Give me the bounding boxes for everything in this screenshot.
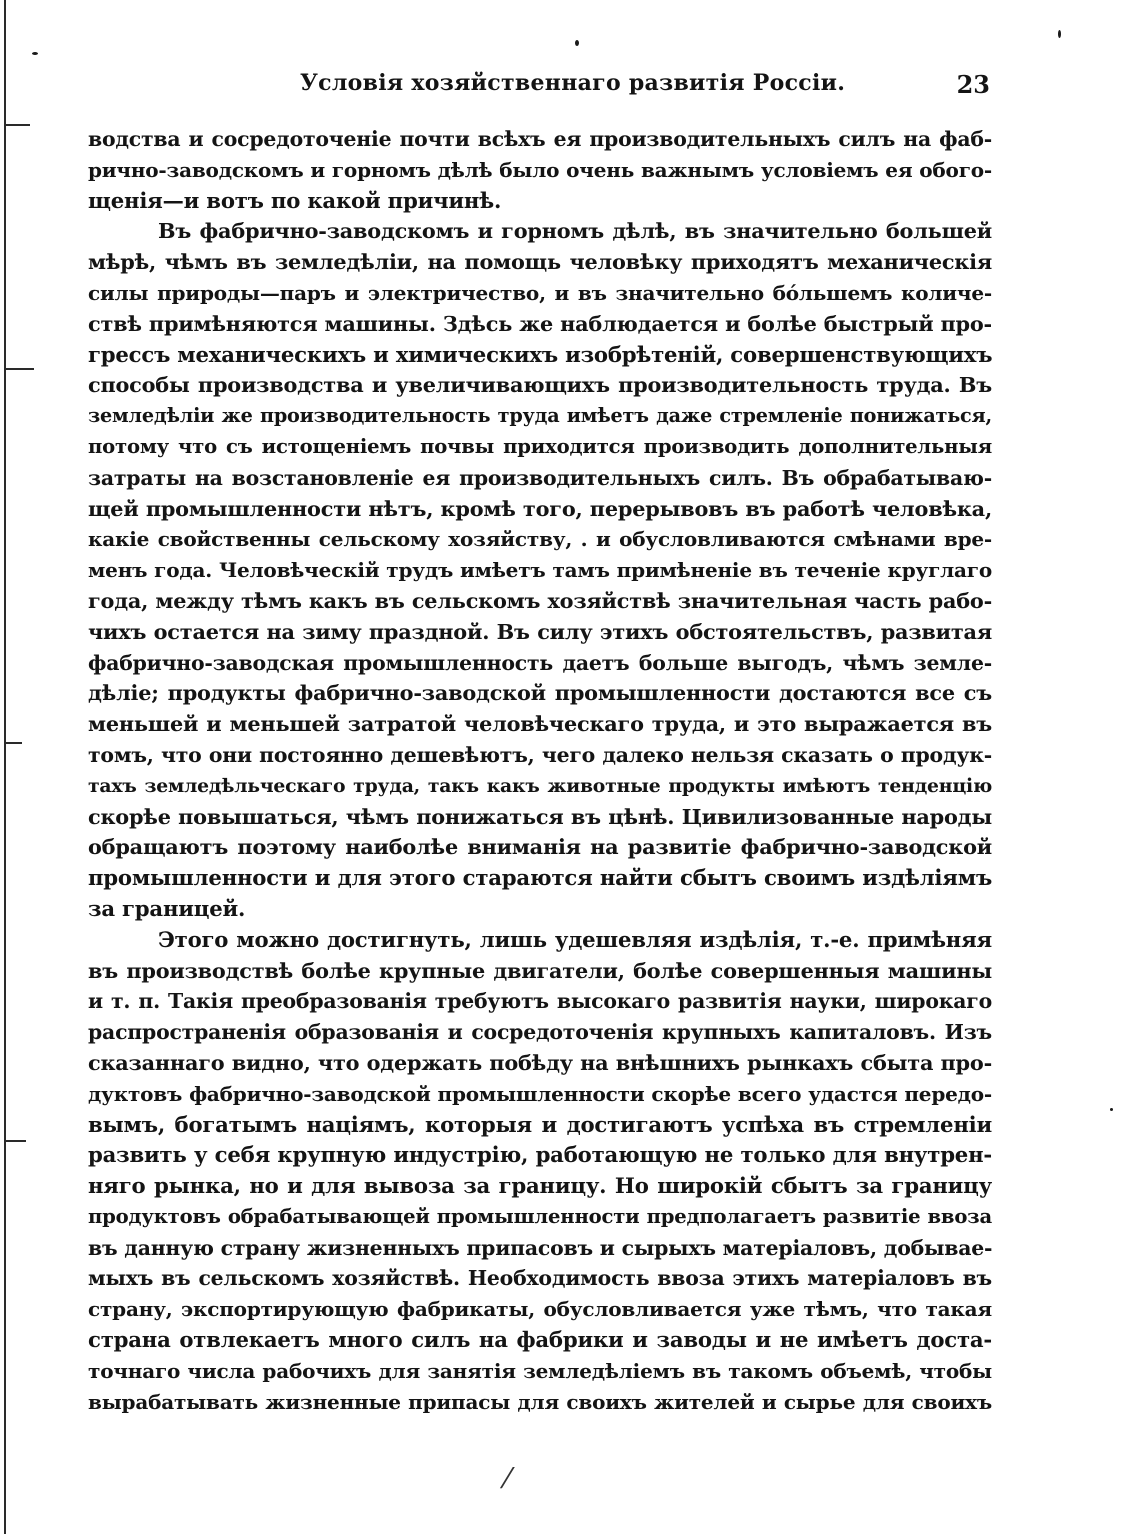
text-line: обращаютъ поэтому наиболѣе вниманія на развитіе фабрично-заводской (88, 834, 992, 860)
text-line: силы природы—паръ и электричество, и въ значительно бóльшемъ количе- (88, 280, 992, 305)
text-line: продуктовъ обрабатывающей промышленности предполагаетъ развитіе ввоза (88, 1204, 992, 1228)
text-line: мѣрѣ, чѣмъ въ земледѣліи, на помощь человѣку приходятъ механическія (88, 249, 992, 275)
text-line: точнаго числа рабочихъ для занятія земледѣліемъ въ такомъ объемѣ, чтобы (88, 1358, 992, 1383)
text-line: щей промышленности нѣтъ, кромѣ того, перерывовъ въ работѣ человѣка, (88, 495, 992, 521)
text-line: за границей. (88, 895, 246, 921)
text-line: грессъ механическихъ и химическихъ изобрѣтеній, совершенствующихъ (88, 341, 992, 367)
scan-edge-tick (4, 742, 22, 744)
text-line: страна отвлекаетъ много силъ на фабрики и заводы и не имѣетъ доста- (88, 1327, 992, 1353)
text-line: вырабатывать жизненные припасы для своихъ жителей и сырье для своихъ (88, 1389, 992, 1414)
text-line: распространенія образованія и сосредоточенія крупныхъ капиталовъ. Изъ (88, 1020, 992, 1045)
text-line: развить у себя крупную индустрію, работающую не только для внутрен- (88, 1142, 992, 1168)
text-line: рично-заводскомъ и горномъ дѣлѣ было очень важнымъ условіемъ ея обого- (88, 157, 992, 182)
text-line: скорѣе повышаться, чѣмъ понижаться въ цѣнѣ. Цивилизованные народы (88, 803, 992, 829)
page-title: Условія хозяйственнаго развитія Россіи. (300, 70, 846, 96)
text-line: земледѣліи же производительность труда имѣетъ даже стремленіе понижаться, (88, 404, 992, 428)
text-line: фабрично-заводская промышленность даетъ больше выгодъ, чѣмъ земле- (88, 650, 992, 675)
scan-speck (32, 52, 38, 55)
text-line: няго рынка, но и для вывоза за границу. Но широкій сбытъ за границу (88, 1173, 992, 1199)
text-line: тахъ земледѣльческаго труда, такъ какъ животные продукты имѣютъ тенденцію (88, 774, 992, 797)
scan-edge-tick (4, 368, 34, 370)
page-number: 23 (956, 70, 990, 99)
scan-smudge-mark: ⁄ (505, 1462, 510, 1495)
text-line: страну, экспортирующую фабрикаты, обусловливается уже тѣмъ, что такая (88, 1297, 992, 1322)
text-line: и т. п. Такія преобразованія требуютъ высокаго развитія науки, широкаго (88, 989, 992, 1014)
scan-edge-line (4, 0, 6, 1534)
text-line: Въ фабрично-заводскомъ и горномъ дѣлѣ, въ значительно большей (158, 218, 992, 244)
scan-speck (1058, 30, 1061, 38)
text-line: вымъ, богатымъ націямъ, которыя и достигаютъ успѣха въ стремленіи (88, 1111, 992, 1137)
text-line: въ данную страну жизненныхъ припасовъ и сырыхъ матеріаловъ, добывае- (88, 1235, 992, 1260)
text-line: менъ года. Человѣческій трудъ имѣетъ тамъ примѣненіе въ теченіе круглаго (88, 558, 992, 583)
text-line: водства и сосредоточеніе почти всѣхъ ея производительныхъ силъ на фаб- (88, 127, 992, 151)
text-line: дуктовъ фабрично-заводской промышленности скорѣе всего удастся передо- (88, 1081, 992, 1106)
text-line: потому что съ истощеніемъ почвы приходится производить дополнительныя (88, 434, 992, 458)
text-line: Этого можно достигнуть, лишь удешевляя издѣлія, т.-е. примѣняя (158, 926, 992, 952)
text-line: затраты на возстановленіе ея производительныхъ силъ. Въ обрабатываю- (88, 465, 992, 490)
text-line: дѣліе; продукты фабрично-заводской промышленности достаются все съ (88, 680, 992, 706)
text-line: щенія—и вотъ по какой причинѣ. (88, 187, 502, 213)
text-line: меньшей и меньшей затратой человѣческаго труда, и это выражается въ (88, 711, 992, 737)
text-line: ствѣ примѣняются машины. Здѣсь же наблюдается и болѣе быстрый про- (88, 310, 992, 336)
text-line: года, между тѣмъ какъ въ сельскомъ хозяйствѣ значительная часть рабо- (88, 587, 992, 613)
text-line: какіе свойственны сельскому хозяйству, . и обусловливаются смѣнами вре- (88, 527, 992, 552)
text-line: промышленности и для этого стараются найти сбытъ своимъ издѣліямъ (88, 865, 992, 891)
text-line: способы производства и увеличивающихъ производительность труда. Въ (88, 372, 992, 398)
body-text (88, 124, 992, 1417)
text-line: томъ, что они постоянно дешевѣютъ, чего далеко нельзя сказать о продук- (88, 742, 992, 767)
text-line: сказаннаго видно, что одержать побѣду на внѣшнихъ рынкахъ сбыта про- (88, 1049, 992, 1075)
text-line: въ производствѣ болѣе крупные двигатели, болѣе совершенныя машины (88, 957, 992, 983)
scan-edge-tick (4, 1140, 26, 1142)
scan-speck (575, 40, 579, 46)
text-line: мыхъ въ сельскомъ хозяйствѣ. Необходимость ввоза этихъ матеріаловъ въ (88, 1266, 992, 1291)
running-head (90, 70, 990, 104)
scan-edge-tick (4, 124, 30, 126)
text-line: чихъ остается на зиму праздной. Въ силу этихъ обстоятельствъ, развитая (88, 618, 992, 644)
scan-speck (1110, 1108, 1113, 1111)
